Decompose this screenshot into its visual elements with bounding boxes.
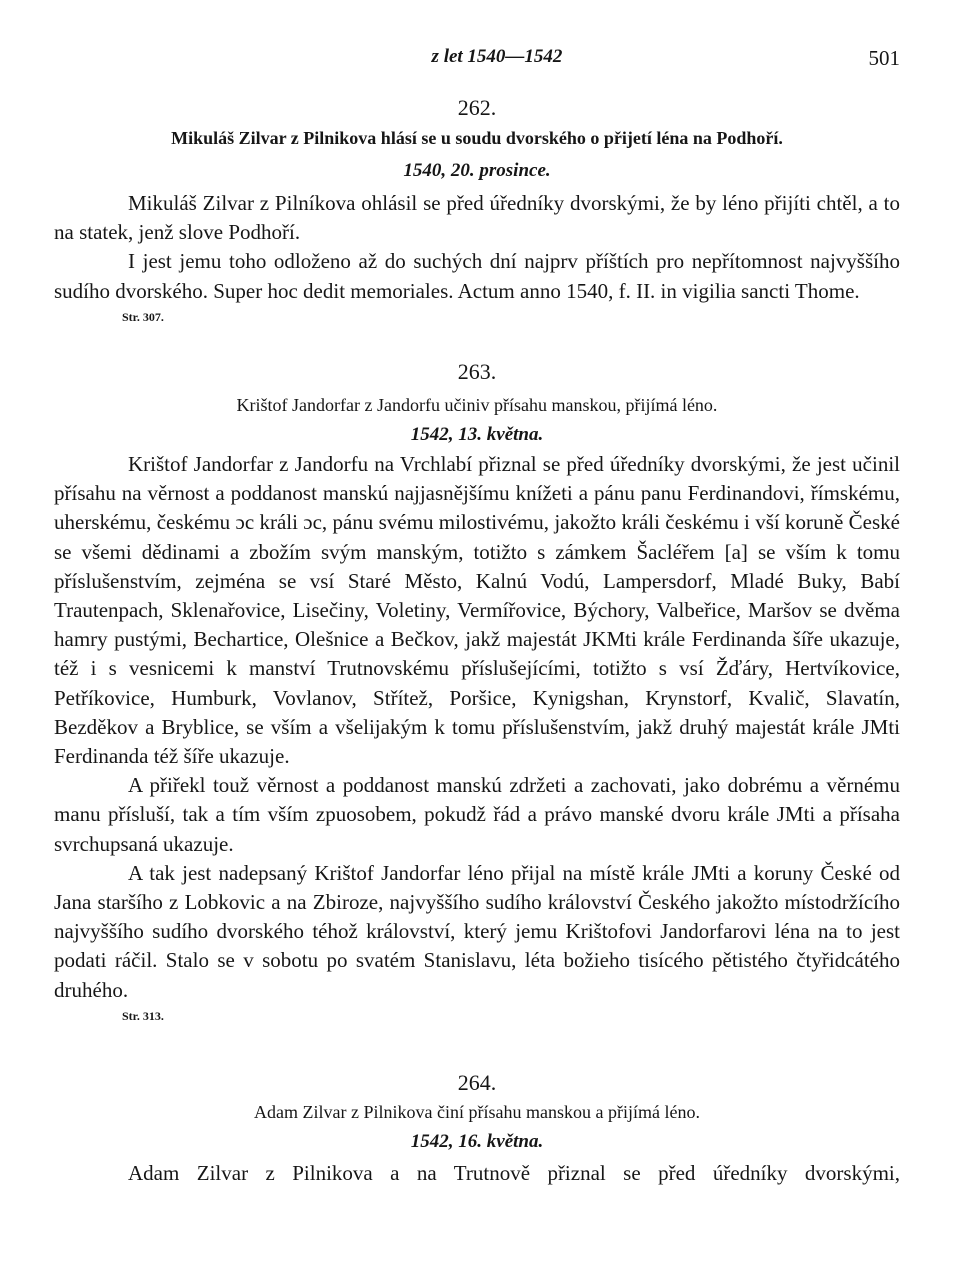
- section-heading: Adam Zilvar z Pilnikova činí přísahu manskou a přijímá léno.: [254, 1102, 700, 1122]
- running-title: z let 1540—1542: [431, 46, 563, 67]
- paragraph: A přiřekl touž věrnost a poddanost manskú zdržeti a zachovati, jako dobrému a věrnému manu přísluší, tak a tím vším zpuosobem, pokudž řád a právo manské dvoru krále JMti a přísaha svrchupsaná ukazuje.: [54, 773, 900, 856]
- section-heading: Krištof Jandorfar z Jandorfu učiniv přísahu manskou, přijímá léno.: [236, 395, 718, 415]
- running-header: [54, 46, 900, 76]
- section-heading: Mikuláš Zilvar z Pilnikova hlásí se u soudu dvorského o přijetí léna na Podhoří.: [171, 128, 783, 148]
- section-262: [54, 94, 900, 326]
- section-date: 1542, 16. května.: [410, 1131, 544, 1152]
- section-date: 1540, 20. prosince.: [403, 160, 551, 181]
- paragraph: A tak jest nadepsaný Krištof Jandorfar léno přijal na místě krále JMti a koruny České od Jana staršího z Lobkovic a na Zbiroze, najvyššího sudího království Českého jakožto místodržícího najvyššího sudího dvorského téhož království, který jemu Krištofovi Jandorfarovi léna na to jest podati ráčil. Stalo se v sobotu po svatém Stanislavu, léta božieho tisícého pětistého čtyřidcátého druhého.: [54, 860, 900, 1002]
- section-264: [54, 1069, 900, 1188]
- section-number: 262.: [457, 95, 497, 120]
- section-date: 1542, 13. května.: [410, 424, 544, 445]
- section-number: 263.: [457, 359, 497, 384]
- paragraph: I jest jemu toho odloženo až do suchých dní najprv příštích pro nepřítomnost najvyššího sudího dvorského. Super hoc dedit memoriales. Actum anno 1540, f. II. in vigilia sancti Thome.: [54, 249, 900, 303]
- paragraph: Adam Zilvar z Pilnikova a na Trutnově přiznal se před úředníky dvorskými,: [128, 1161, 900, 1185]
- page-reference-note: Str. 307.: [122, 309, 164, 324]
- book-page: [54, 0, 900, 1280]
- section-263: [54, 358, 900, 1025]
- paragraph: Krištof Jandorfar z Jandorfu na Vrchlabí přiznal se před úředníky dvorskými, že jest učinil přísahu na věrnost a poddanost manskú najjasnějšímu knížeti a pánu panu Ferdinandovi, římskému, uherskému, českému ɔc králi ɔc, pánu svému milostivému, jakožto králi českému i vší koruně České se všemi dědinami a zbožím svým manským, totižto s zámkem Šacléřem [a] se vším k tomu příslušenstvím, zejména se vsí Staré Město, Kalnú Vodú, Lampersdorf, Mladé Buky, Babí Trautenpach, Sklenařovice, Lisečiny, Voletiny, Vermířovice, Býchory, Valbeřice, Maršov se dvěma hamry pustými, Bechartice, Olešnice a Bečkov, jakž majestát JKMti krále Ferdinanda šíře ukazuje, též i s vesnicemi k manství Trutnovskému příslušejícími, totižto s vsí Žďáry, Hertvíkovice, Petříkovice, Humburk, Vovlanov, Střítež, Poršice, Kynigshan, Krynstorf, Kvalič, Slavatín, Bezděkov a Bryblice, se vším a všelijakým k tomu příslušenstvím, jakž druhý majestát krále JMti Ferdinanda též šíře ukazuje.: [54, 452, 900, 769]
- paragraph: Mikuláš Zilvar z Pilníkova ohlásil se před úředníky dvorskými, že by léno přijíti chtěl, a to na statek, jenž slove Podhoří.: [54, 191, 900, 245]
- section-number: 264.: [457, 1070, 497, 1095]
- page-reference-note: Str. 313.: [122, 1008, 164, 1023]
- page-number: 501: [868, 46, 900, 70]
